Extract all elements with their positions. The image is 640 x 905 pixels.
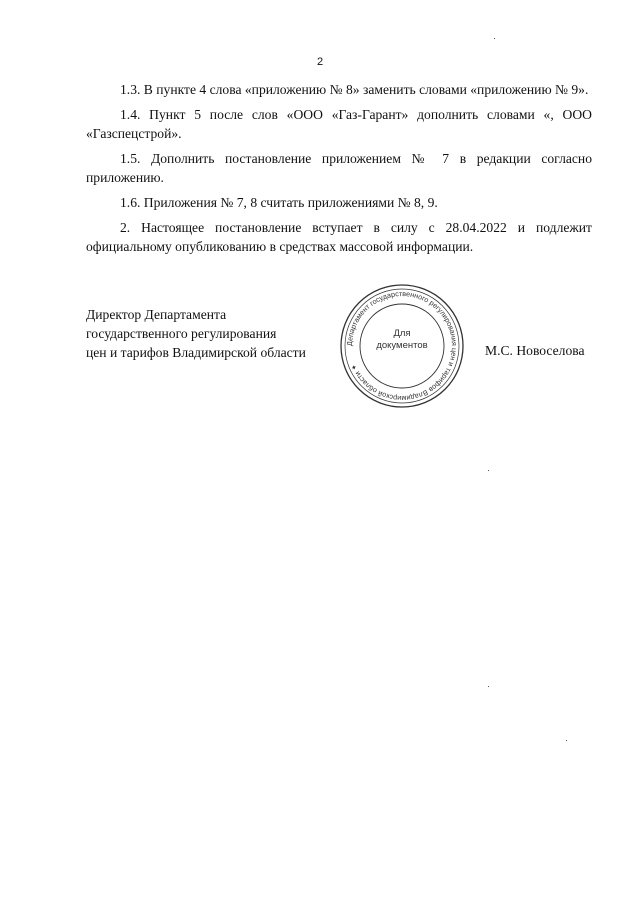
- scan-speck: [494, 38, 495, 39]
- seal-center-text-line: документов: [376, 340, 428, 351]
- paragraph-1-5: 1.5. Дополнить постановление приложением № 7 в редакции согласно приложению.: [86, 151, 592, 185]
- page-number: 2: [316, 56, 324, 68]
- paragraph-2: 2. Настоящее постановление вступает в силу с 28.04.2022 и подлежит официальному опубликованию в средствах массовой информации.: [86, 220, 592, 254]
- paragraph-1-3: 1.3. В пункте 4 слова «приложению № 8» заменить словами «приложению № 9».: [120, 82, 589, 97]
- document-body: [86, 80, 592, 262]
- seal-ring-text: Департамент государственного регулирования цен и тарифов Владимирской области ✦: [344, 288, 460, 404]
- signatory-title-line: государственного регулирования: [86, 326, 277, 341]
- signatory-title: [86, 305, 306, 362]
- scan-speck: [488, 686, 489, 687]
- signatory-name: М.С. Новоселова: [485, 343, 585, 358]
- scan-speck: [488, 470, 489, 471]
- official-seal: [338, 282, 466, 410]
- scan-speck: [566, 740, 567, 741]
- signatory-title-line: цен и тарифов Владимирской области: [86, 345, 306, 360]
- paragraph-1-6: 1.6. Приложения № 7, 8 считать приложениями № 8, 9.: [120, 195, 438, 210]
- paragraph-1-4: 1.4. Пункт 5 после слов «ООО «Газ-Гарант» дополнить словами «, ООО «Газспецстрой».: [86, 107, 592, 141]
- signatory-title-line: Директор Департамента: [86, 307, 227, 322]
- seal-center-text-line: Для: [393, 328, 411, 339]
